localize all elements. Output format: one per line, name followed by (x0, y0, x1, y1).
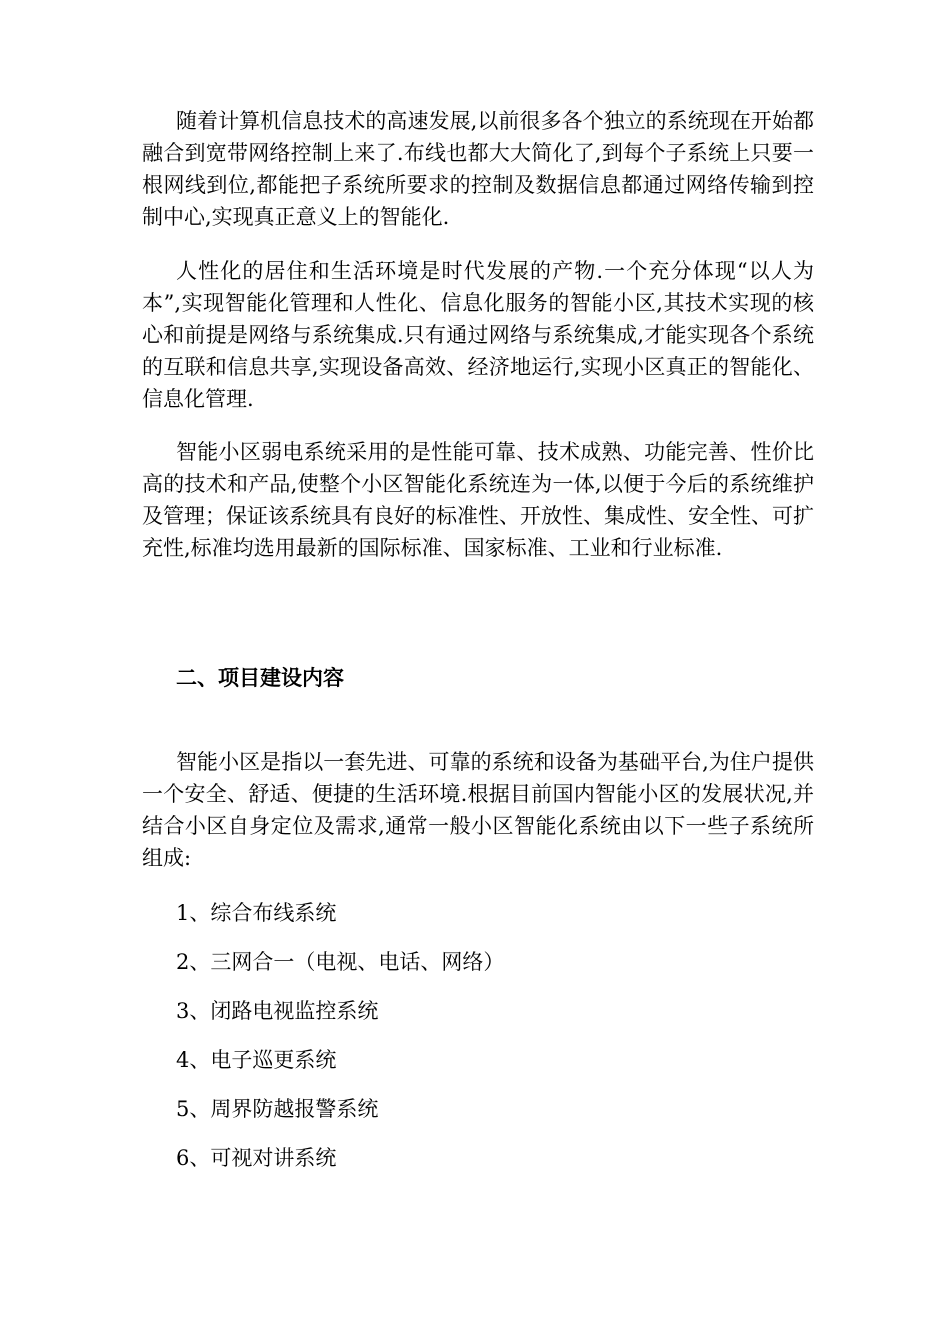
subsystem-list (176, 897, 504, 1191)
list-item: 1、综合布线系统 (176, 901, 337, 925)
list-item: 5、周界防越报警系统 (176, 1097, 379, 1121)
list-item: 2、三网合一（电视、电话、网络） (176, 950, 505, 974)
paragraph-intro-network: 随着计算机信息技术的高速发展,以前很多各个独立的系统现在开始都融合到宽带网络控制上来了.布线也都大大简化了,到每个子系统上只要一根网线到位,都能把子系统所要求的控制及数据信息都通过网络传输到控制中心,实现真正意义上的智能化. (142, 109, 814, 229)
paragraph-section-intro: 智能小区是指以一套先进、可靠的系统和设备为基础平台,为住户提供一个安全、舒适、便捷的生活环境.根据目前国内智能小区的发展状况,并结合小区自身定位及需求,通常一般小区智能化系统由以下一些子系统所组成: (142, 750, 814, 870)
list-item: 4、电子巡更系统 (176, 1048, 337, 1072)
list-item: 6、可视对讲系统 (176, 1146, 337, 1170)
paragraph-weak-current-system: 智能小区弱电系统采用的是性能可靠、技术成熟、功能完善、性价比高的技术和产品,使整个小区智能化系统连为一体,以便于今后的系统维护及管理；保证该系统具有良好的标准性、开放性、集成性、安全性、可扩充性,标准均选用最新的国际标准、国家标准、工业和行业标准. (142, 440, 814, 560)
section-heading: 二、项目建设内容 (176, 665, 344, 690)
list-item: 3、闭路电视监控系统 (176, 999, 379, 1023)
paragraph-humanized-living: 人性化的居住和生活环境是时代发展的产物.一个充分体现“以人为本”,实现智能化管理和人性化、信息化服务的智能小区,其技术实现的核心和前提是网络与系统集成.只有通过网络与系统集成,才能实现各个系统的互联和信息共享,实现设备高效、经济地运行,实现小区真正的智能化、信息化管理. (142, 259, 814, 411)
